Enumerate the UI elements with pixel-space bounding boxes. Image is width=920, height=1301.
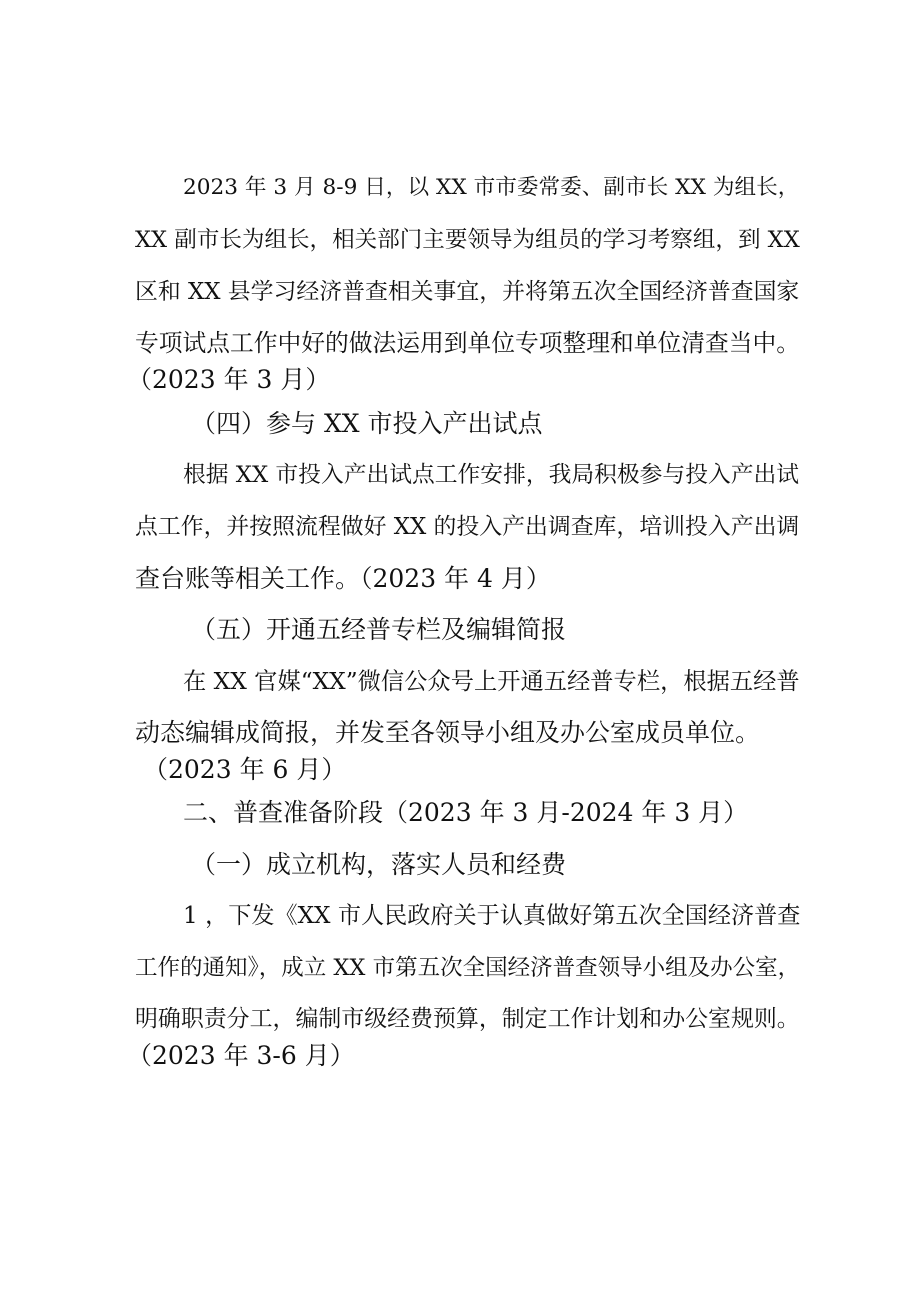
paragraph-line: 点工作，并按照流程做好 XX 的投入产出调查库，培训投入产出调 bbox=[135, 514, 800, 540]
paragraph-line: 查台账等相关工作。（2023 年 4 月） bbox=[135, 564, 551, 593]
section-heading: （五）开通五经普专栏及编辑简报 bbox=[191, 615, 567, 644]
section-heading: （四）参与 XX 市投入产出试点 bbox=[191, 409, 543, 438]
paragraph-line: 明确职责分工，编制市级经费预算，制定工作计划和办公室规则。 bbox=[135, 1006, 800, 1032]
paragraph-line: 根据 XX 市投入产出试点工作安排，我局积极参与投入产出试 bbox=[183, 462, 800, 488]
paragraph-line: 2023 年 3 月 8-9 日，以 XX 市市委常委、副市长 XX 为组长， bbox=[183, 175, 800, 200]
paragraph-line: 1 ，下发《XX 市人民政府关于认真做好第五次全国经济普查 bbox=[183, 903, 801, 929]
chapter-heading: 二、普查准备阶段（2023 年 3 月-2024 年 3 月） bbox=[183, 798, 749, 827]
paragraph-line: XX 副市长为组长，相关部门主要领导为组员的学习考察组，到 XX bbox=[135, 227, 800, 253]
date-note: （2023 年 3 月） bbox=[127, 365, 331, 394]
paragraph-line: 专项试点工作中好的做法运用到单位专项整理和单位清查当中。 bbox=[135, 329, 801, 357]
paragraph-line: 工作的通知》，成立 XX 市第五次全国经济普查领导小组及办公室， bbox=[135, 955, 801, 981]
section-heading: （一）成立机构，落实人员和经费 bbox=[191, 850, 567, 879]
date-note: （2023 年 6 月） bbox=[143, 755, 347, 784]
paragraph-line: 区和 XX 县学习经济普查相关事宜，并将第五次全国经济普查国家 bbox=[135, 279, 800, 305]
paragraph-line: 动态编辑成简报，并发至各领导小组及办公室成员单位。 bbox=[135, 718, 761, 747]
paragraph-line: 在 XX 官媒“XX”微信公众号上开通五经普专栏，根据五经普 bbox=[183, 668, 800, 695]
date-note: （2023 年 3-6 月） bbox=[127, 1041, 355, 1070]
